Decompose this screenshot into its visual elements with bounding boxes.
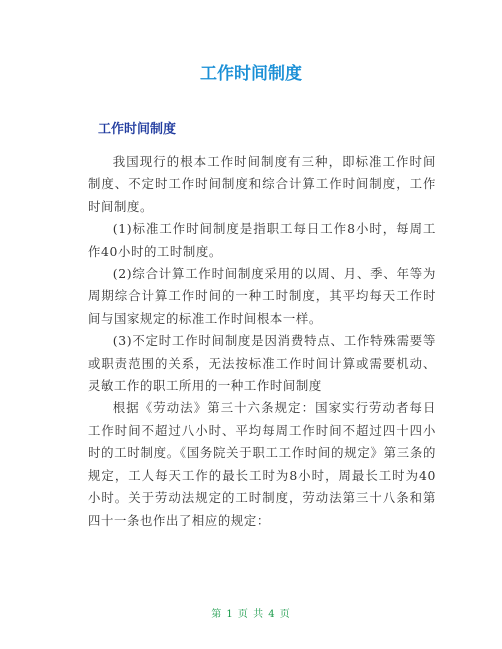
paragraph-labor-law: 根据《劳动法》第三十六条规定：国家实行劳动者每日工作时间不超过八小时、平均每周工作时间不超过四十四小时的工时制度。《国务院关于职工工作时间的规定》第三条的规定，工人每天工作的最长工时为8小时，周最长工时为40小时。关于劳动法规定的工时制度，劳动法第三十八条和第四十一条也作出了相应的规定： <box>88 400 436 528</box>
paragraph-intro: 我国现行的根本工作时间制度有三种，即标准工作时间制度、不定时工作时间制度和综合计算工作时间制度，工作时间制度。 <box>88 154 436 214</box>
section-heading: 工作时间制度 <box>98 122 177 137</box>
paragraph-flexible-hours: (3)不定时工作时间制度是因消费特点、工作特殊需要等或职责范围的关系，无法按标准工作时间计算或需要机动、灵敏工作的职工所用的一种工作时间制度 <box>88 333 436 394</box>
paragraph-standard-hours: (1)标准工作时间制度是指职工每日工作8小时，每周工作40小时的工时制度。 <box>88 221 436 259</box>
document-body <box>88 151 436 532</box>
paragraph-comprehensive-hours: (2)综合计算工作时间制度采用的以周、月、季、年等为周期综合计算工作时间的一种工时制度，其平均每天工作时间与国家规定的标准工作时间根本一样。 <box>88 266 436 326</box>
document-title: 工作时间制度 <box>200 64 302 84</box>
page-number-footer: 第 1 页 共 4 页 <box>211 609 291 620</box>
